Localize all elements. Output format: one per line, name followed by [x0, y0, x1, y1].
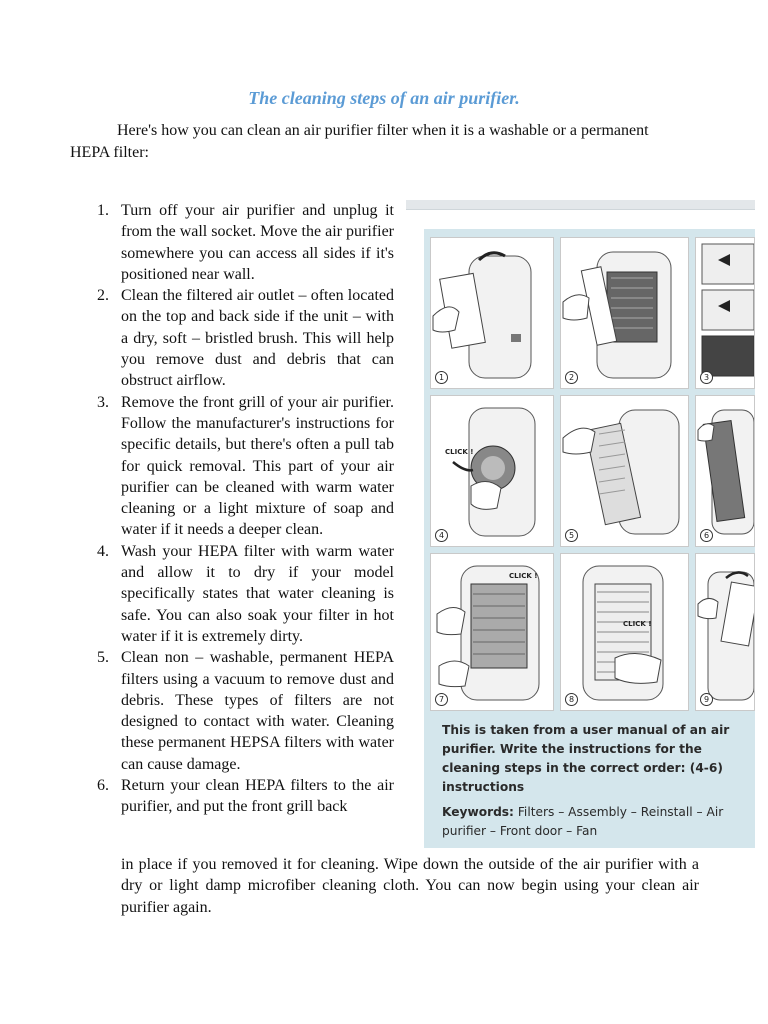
document-title: The cleaning steps of an air purifier.	[248, 88, 520, 108]
list-item	[97, 200, 394, 285]
purifier-illustration	[431, 554, 553, 710]
step-number-badge: 1	[435, 371, 448, 384]
diagram-step-7	[430, 553, 554, 711]
figure-panel	[424, 229, 755, 848]
list-item	[97, 647, 394, 775]
diagram-step-1	[430, 237, 554, 389]
purifier-illustration	[561, 554, 688, 710]
list-item	[97, 775, 394, 818]
step-text: Remove the front grill of your air purifier. Follow the manufacturer's instructions for specific details, but there's often a pull tab for quick removal. This part of your air purifier can be cleaned with warm water cleaning or a light mixture of soap and water if it needs a deeper clean.	[121, 393, 394, 539]
step-6-continuation: in place if you removed it for cleaning. Wipe down the outside of the air purifier with a dry or light damp microfiber cleaning cloth. You can now begin using your clean air purifier again.	[121, 856, 699, 916]
purifier-illustration	[431, 396, 553, 546]
diagram-step-9	[695, 553, 755, 711]
list-item	[97, 392, 394, 541]
diagram-step-5	[560, 395, 689, 547]
step-number: 1.	[97, 202, 109, 219]
step-text: Clean non – washable, permanent HEPA filters using a vacuum to remove dust and debris. These types of filters are not designed to contact with water. Cleaning these permanent HEPSA filters with water can cause damage.	[121, 649, 394, 773]
diagram-step-3	[695, 237, 755, 389]
step-number-badge: 8	[565, 693, 578, 706]
purifier-illustration	[431, 238, 553, 388]
diagram-step-2	[560, 237, 689, 389]
keywords-label: Keywords:	[442, 805, 514, 819]
step-number-badge: 9	[700, 693, 713, 706]
intro-paragraph: Here's how you can clean an air purifier filter when it is a washable or a permanent HEPA filter:	[70, 122, 649, 161]
diagram-step-4	[430, 395, 554, 547]
purifier-illustration	[561, 396, 688, 546]
purifier-illustration	[696, 396, 754, 546]
purifier-illustration	[696, 554, 754, 710]
step-number: 5.	[97, 649, 109, 667]
diagram-step-6	[695, 395, 755, 547]
step-text: Wash your HEPA filter with warm water and allow it to dry if your model specifically states that water cleaning is safe. You can also soak your filter in hot water if it is extremely dirty.	[121, 542, 394, 645]
caption-instruction: This is taken from a user manual of an air purifier. Write the instructions for the cleaning steps in the correct order: (4-6) instructions	[442, 723, 730, 794]
step-number-badge: 3	[700, 371, 713, 384]
step-number: 4.	[97, 542, 109, 560]
figure-caption	[442, 721, 752, 847]
list-item	[97, 541, 394, 647]
click-label: CLICK !	[445, 448, 474, 456]
step-text: Turn off your air purifier and unplug it from the wall socket. Move the air purifier somewhere you can access all sides if it's positioned near wall.	[121, 202, 394, 283]
step-number: 3.	[97, 393, 109, 411]
step-number: 6.	[97, 777, 109, 795]
step-number-badge: 4	[435, 529, 448, 542]
step-text: Clean the filtered air outlet – often located on the top and back side if the unit – with a dry, soft – bristled brush. This will help you remove dust and debris that can obstruct airflow.	[121, 287, 394, 390]
step-number: 2.	[97, 287, 109, 305]
step-number-badge: 5	[565, 529, 578, 542]
click-label: CLICK !	[509, 572, 538, 580]
keywords-text: Filters – Assembly – Reinstall – Air purifier – Front door – Fan	[442, 805, 724, 838]
list-item	[97, 285, 394, 391]
manual-figure	[406, 200, 755, 848]
click-label: CLICK !	[623, 620, 652, 628]
steps-list	[97, 200, 394, 818]
step-number-badge: 7	[435, 693, 448, 706]
step-number-badge: 2	[565, 371, 578, 384]
caption-keywords	[442, 803, 752, 841]
step-text: Return your clean HEPA filters to the air purifier, and put the front grill back	[121, 777, 394, 816]
step-number-badge: 6	[700, 529, 713, 542]
diagram-step-8	[560, 553, 689, 711]
purifier-illustration	[561, 238, 688, 388]
figure-divider	[406, 200, 755, 210]
purifier-illustration	[696, 238, 754, 388]
